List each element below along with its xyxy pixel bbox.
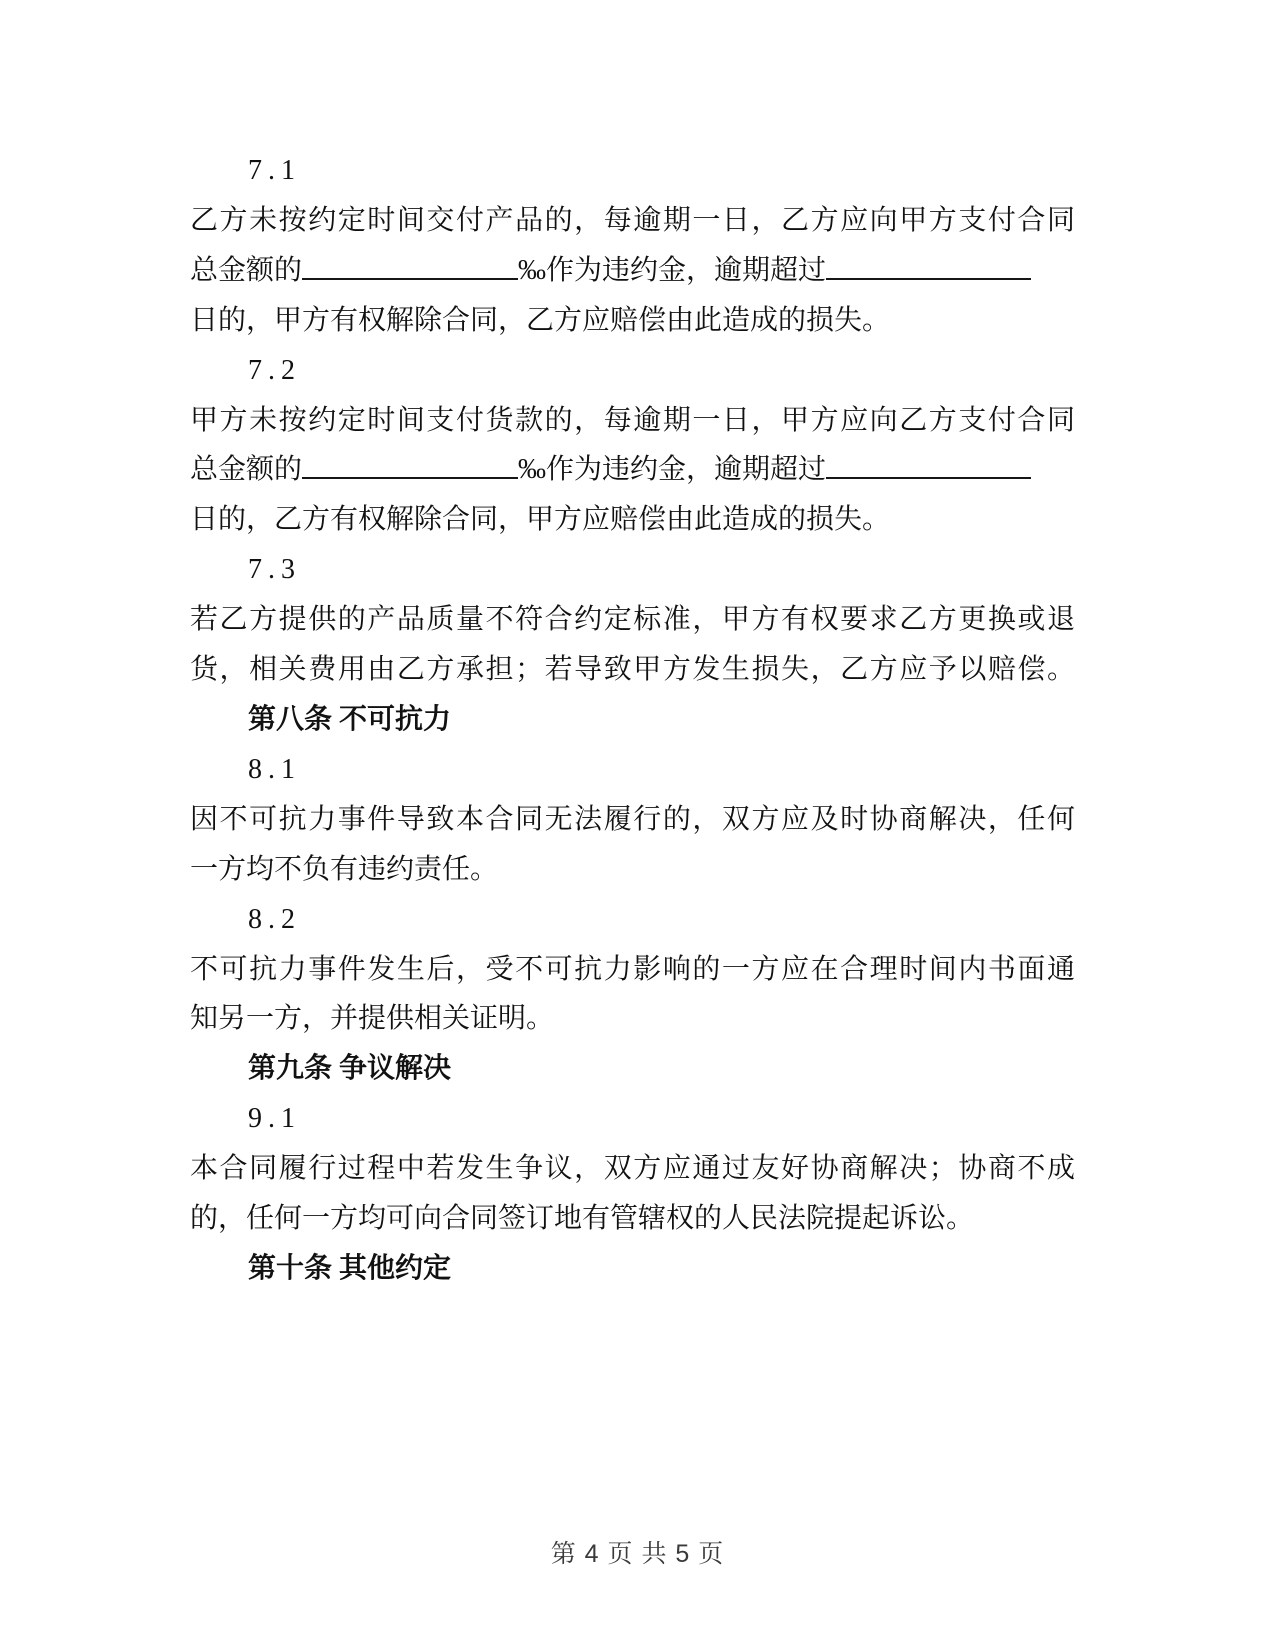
- paragraph-line: 的，任何一方均可向合同签订地有管辖权的人民法院提起诉讼。: [190, 1203, 975, 1235]
- paragraph-line: 货，相关费用由乙方承担；若导致甲方发生损失，乙方应予以赔偿。: [190, 654, 1075, 686]
- clause-number: 7.1: [248, 155, 301, 186]
- paragraph-line: 因不可抗力事件导致本合同无法履行的，双方应及时协商解决，任何: [190, 803, 1075, 835]
- text-segment: 总金额的: [190, 254, 303, 286]
- paragraph-line: 不可抗力事件发生后，受不可抗力影响的一方应在合理时间内书面通: [190, 953, 1075, 985]
- page-number-footer: 第 4 页 共 5 页: [550, 1540, 725, 1568]
- article-heading: 第八条 不可抗力: [248, 703, 452, 735]
- paragraph-line: 日的，乙方有权解除合同，甲方应赔偿由此造成的损失。: [190, 504, 891, 536]
- text-segment: 总金额的: [190, 454, 303, 486]
- text-segment: ‰作为违约金，逾期超过: [518, 454, 827, 486]
- paragraph-line: 甲方未按约定时间支付货款的，每逾期一日，甲方应向乙方支付合同: [190, 404, 1075, 436]
- fill-in-blank-underline: [302, 250, 518, 280]
- paragraph-line-with-blanks: [190, 246, 1075, 296]
- article-heading: 第九条 争议解决: [248, 1053, 452, 1085]
- fill-in-blank-underline: [826, 449, 1031, 479]
- fill-in-blank-underline: [826, 250, 1031, 280]
- paragraph-line: 日的，甲方有权解除合同，乙方应赔偿由此造成的损失。: [190, 304, 891, 336]
- fill-in-blank-underline: [302, 449, 518, 479]
- paragraph-line: 本合同履行过程中若发生争议，双方应通过友好协商解决；协商不成: [190, 1153, 1075, 1185]
- text-segment: ‰作为违约金，逾期超过: [518, 254, 827, 286]
- clause-number: 7.2: [248, 354, 301, 386]
- document-body: [190, 146, 1075, 1294]
- paragraph-line-with-blanks: [190, 445, 1075, 495]
- article-heading: 第十条 其他约定: [248, 1252, 452, 1284]
- paragraph-line: 乙方未按约定时间交付产品的，每逾期一日，乙方应向甲方支付合同: [190, 204, 1075, 236]
- paragraph-line: 知另一方，并提供相关证明。: [190, 1003, 555, 1035]
- clause-number: 7.3: [248, 554, 301, 586]
- paragraph-line: 一方均不负有违约责任。: [190, 853, 499, 885]
- clause-number: 8.2: [248, 903, 301, 935]
- clause-number: 9.1: [248, 1103, 301, 1135]
- paragraph-line: 若乙方提供的产品质量不符合约定标准，甲方有权要求乙方更换或退: [190, 604, 1075, 636]
- clause-number: 8.1: [248, 753, 301, 785]
